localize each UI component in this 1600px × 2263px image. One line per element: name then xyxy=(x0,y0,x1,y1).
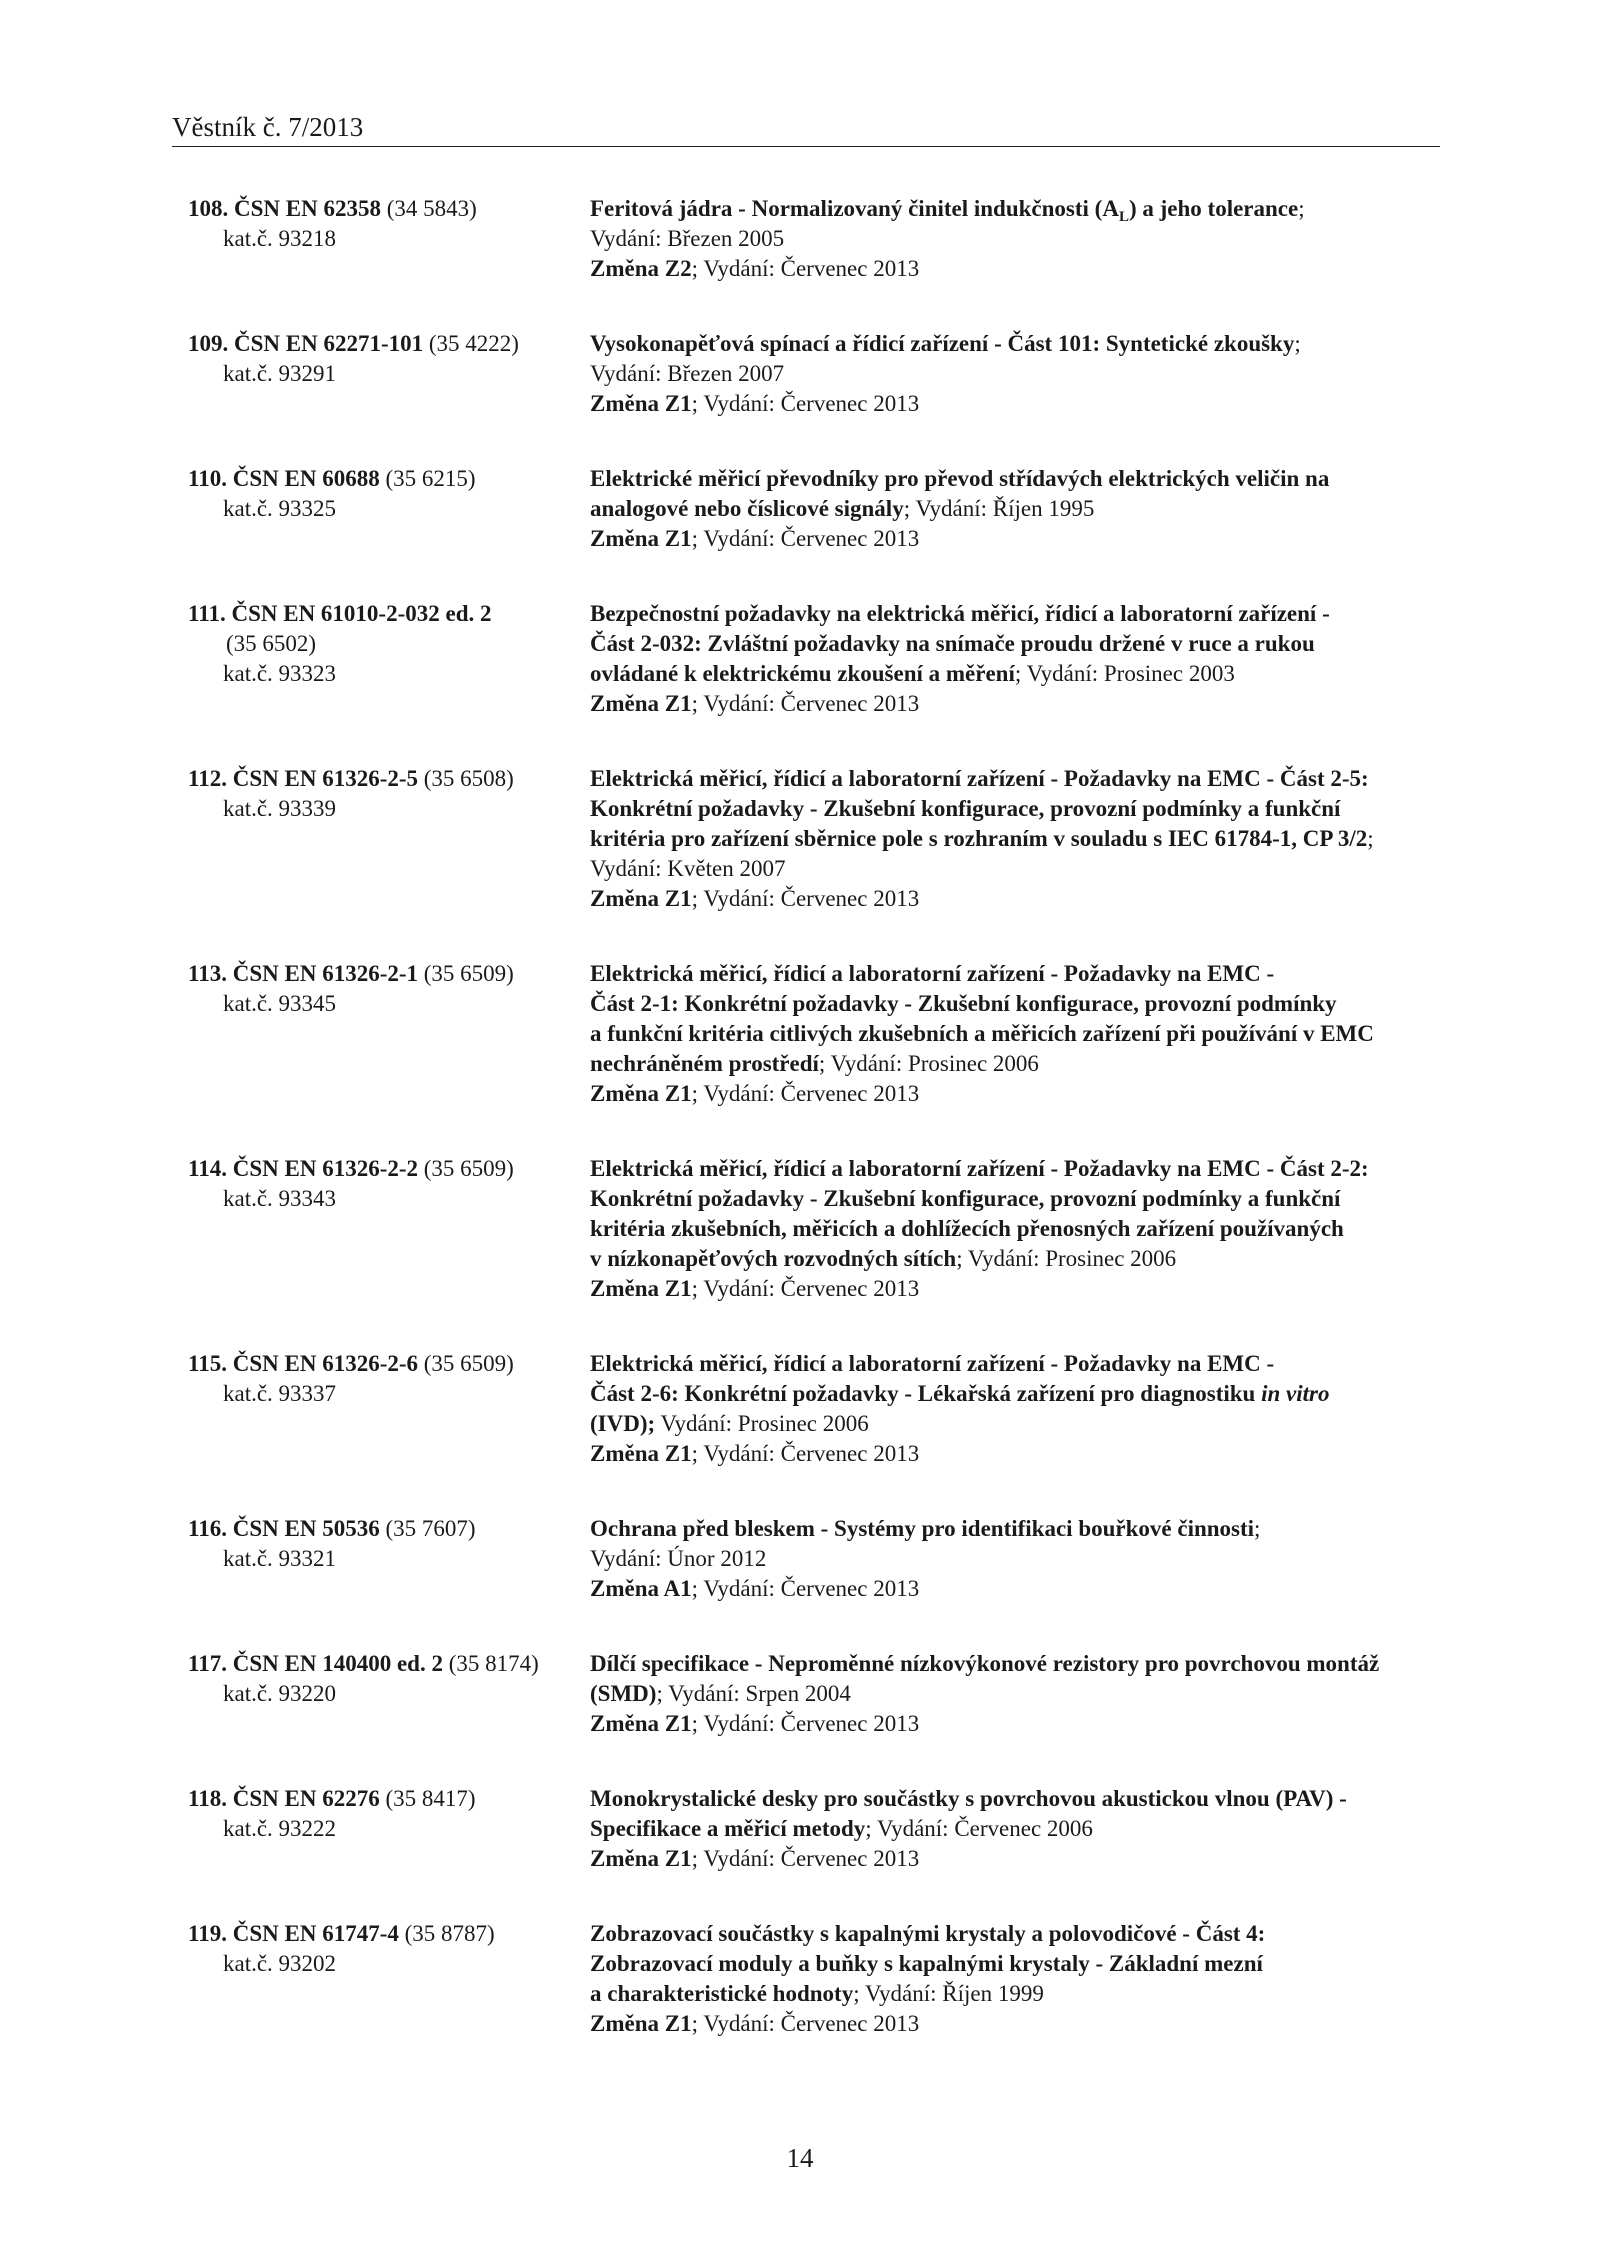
entry-details: Ochrana před bleskem - Systémy pro identifikaci bouřkové činnosti; Vydání: Únor 2012 Změna A1; Vydání: Červenec 2013 xyxy=(590,1514,1448,1604)
standard-title: Elektrická měřicí, řídicí a laboratorní zařízení - Požadavky na EMC - xyxy=(590,1351,1275,1376)
standard-title: Elektrická měřicí, řídicí a laboratorní zařízení - Požadavky na EMC - Část 2-5: xyxy=(590,766,1369,791)
entry-id xyxy=(188,1514,590,1604)
standard-title: Elektrická měřicí, řídicí a laboratorní zařízení - Požadavky na EMC - Část 2-2: xyxy=(590,1156,1369,1181)
list-item xyxy=(188,1349,1448,1469)
entry-number: 113. xyxy=(188,961,227,986)
amendment: Změna Z1 xyxy=(590,1846,692,1871)
standard-title-part: ) a jeho tolerance xyxy=(1128,196,1299,221)
class-code: (35 6502) xyxy=(226,631,317,656)
list-item xyxy=(188,599,1448,719)
issue-date: Vydání: Srpen 2004 xyxy=(668,1681,851,1706)
catalog-number: kat.č. 93321 xyxy=(223,1546,337,1571)
standard-title: a funkční kritéria citlivých zkušebních a měřicích zařízení při používání v EMC xyxy=(590,1021,1374,1046)
standard-code: ČSN EN 61326-2-2 xyxy=(232,1156,419,1181)
entry-id xyxy=(188,329,590,419)
list-item xyxy=(188,194,1448,284)
standard-title: Vysokonapěťová spínací a řídicí zařízení - Část 101: Syntetické zkoušky xyxy=(590,331,1295,356)
standard-title: ovládané k elektrickému zkoušení a měření xyxy=(590,661,1015,686)
list-item xyxy=(188,1514,1448,1604)
class-code: (35 6509) xyxy=(423,1351,514,1376)
standard-code: ČSN EN 50536 xyxy=(232,1516,380,1541)
amendment: Změna Z1 xyxy=(590,691,692,716)
amendment-date: Vydání: Červenec 2013 xyxy=(703,1276,920,1301)
standard-code: ČSN EN 61747-4 xyxy=(232,1921,399,1946)
amendment-date: Vydání: Červenec 2013 xyxy=(703,256,920,281)
standard-title: Zobrazovací moduly a buňky s kapalnými krystaly - Základní mezní xyxy=(590,1951,1263,1976)
amendment: Změna Z1 xyxy=(590,886,692,911)
standard-code: ČSN EN 61326-2-6 xyxy=(232,1351,419,1376)
entry-number: 117. xyxy=(188,1651,227,1676)
standard-code: ČSN EN 140400 ed. 2 xyxy=(232,1651,443,1676)
journal-title: Věstník č. 7/2013 xyxy=(172,112,364,142)
entry-number: 115. xyxy=(188,1351,227,1376)
entry-details: Feritová jádra - Normalizovaný činitel indukčnosti $(A_L)$ a jeho tolerance; Vydání: Březen 2005 Změna Z2; Vydání: Červenec 2013 xyxy=(590,194,1448,284)
entry-number: 109. xyxy=(188,331,229,356)
standard-title: analogové nebo číslicové signály xyxy=(590,496,904,521)
amendment: Změna Z1 xyxy=(590,391,692,416)
catalog-number: kat.č. 93343 xyxy=(223,1186,337,1211)
standard-title: nechráněném prostředí xyxy=(590,1051,819,1076)
entry-details: Elektrická měřicí, řídicí a laboratorní zařízení - Požadavky na EMC - Část 2-6: Konkrétní požadavky - Lékařská zařízení pro diagnostiku in vitro (IVD); Vydání: Prosinec 2006 Změna Z1; Vydání: Červenec 2013 xyxy=(590,1351,1330,1466)
catalog-number: kat.č. 93218 xyxy=(223,226,337,251)
issue-date: Vydání: Červenec 2006 xyxy=(877,1816,1093,1841)
issue-date: Vydání: Květen 2007 xyxy=(590,856,786,881)
catalog-number: kat.č. 93325 xyxy=(223,496,337,521)
list-item xyxy=(188,1919,1448,2039)
class-code: (35 6508) xyxy=(423,766,514,791)
amendment-date: Vydání: Červenec 2013 xyxy=(703,691,920,716)
entry-details: Vysokonapěťová spínací a řídicí zařízení - Část 101: Syntetické zkoušky; Vydání: Březen 2007 Změna Z1; Vydání: Červenec 2013 xyxy=(590,329,1448,419)
entry-details: Elektrická měřicí, řídicí a laboratorní zařízení - Požadavky na EMC - Část 2-2: Konkrétní požadavky - Zkušební konfigurace, provozní podmínky a funkční kritéria zkušebních, měřicích a dohlížecích přenosných zařízení používaných v nízkonapěťových rozvodných sítích; Vydání: Prosinec 2006 Změna Z1; Vydání: Červenec 2013 xyxy=(590,1156,1369,1301)
issue-date: Vydání: Prosinec 2006 xyxy=(967,1246,1177,1271)
entry-number: 114. xyxy=(188,1156,227,1181)
class-code: (35 7607) xyxy=(385,1516,476,1541)
catalog-number: kat.č. 93202 xyxy=(223,1951,337,1976)
class-code: (35 6509) xyxy=(423,961,514,986)
entry-number: 118. xyxy=(188,1786,227,1811)
entry-details: Elektrické měřicí převodníky pro převod střídavých elektrických veličin na analogové nebo číslicové signály; Vydání: Říjen 1995 Změna Z1; Vydání: Červenec 2013 xyxy=(590,466,1330,551)
standard-title: Část 2-032: Zvláštní požadavky na snímače proudu držené v ruce a rukou xyxy=(590,631,1315,656)
issue-date: Vydání: Březen 2007 xyxy=(590,361,785,386)
class-code: (35 6509) xyxy=(423,1156,514,1181)
entry-number: 116. xyxy=(188,1516,227,1541)
amendment: Změna Z1 xyxy=(590,526,692,551)
page-header xyxy=(172,112,1440,147)
class-code: (35 6215) xyxy=(385,466,476,491)
amendment-date: Vydání: Červenec 2013 xyxy=(703,391,920,416)
issue-date: Vydání: Prosinec 2006 xyxy=(830,1051,1039,1076)
standard-title-part: Feritová jádra - Normalizovaný činitel indukčnosti (A xyxy=(590,196,1119,221)
amendment: Změna Z1 xyxy=(590,1276,692,1301)
class-code: (35 4222) xyxy=(428,331,519,356)
list-item xyxy=(188,329,1448,419)
entry-id xyxy=(188,464,590,554)
standard-title: Dílčí specifikace - Neproměnné nízkovýkonové rezistory pro povrchovou montáž xyxy=(590,1651,1380,1676)
standard-title: Elektrické měřicí převodníky pro převod střídavých elektrických veličin na xyxy=(590,466,1330,491)
standard-code: ČSN EN 61326-2-5 xyxy=(232,766,419,791)
catalog-number: kat.č. 93222 xyxy=(223,1816,337,1841)
amendment-date: Vydání: Červenec 2013 xyxy=(703,1576,920,1601)
page-number: 14 xyxy=(786,2143,814,2173)
standard-title: Konkrétní požadavky - Zkušební konfigurace, provozní podmínky a funkční xyxy=(590,796,1341,821)
issue-date: Vydání: Únor 2012 xyxy=(590,1546,767,1571)
standard-title: v nízkonapěťových rozvodných sítích xyxy=(590,1246,957,1271)
list-item xyxy=(188,959,1448,1109)
amendment-date: Vydání: Červenec 2013 xyxy=(703,2011,920,2036)
entry-id xyxy=(188,1649,590,1739)
standard-title: kritéria pro zařízení sběrnice pole s rozhraním v souladu s IEC 61784-1, CP 3/2 xyxy=(590,826,1368,851)
standard-title: a charakteristické hodnoty xyxy=(590,1981,854,2006)
list-item xyxy=(188,1649,1448,1739)
issue-date: Vydání: Březen 2005 xyxy=(590,226,785,251)
catalog-number: kat.č. 93337 xyxy=(223,1381,337,1406)
catalog-number: kat.č. 93291 xyxy=(223,361,337,386)
entry-number: 119. xyxy=(188,1921,227,1946)
entry-id xyxy=(188,1349,590,1469)
entry-id xyxy=(188,1919,590,2039)
entry-id xyxy=(188,194,590,284)
issue-date: Vydání: Prosinec 2003 xyxy=(1026,661,1235,686)
issue-date: Vydání: Říjen 1995 xyxy=(915,496,1095,521)
standard-title: Konkrétní požadavky - Zkušební konfigurace, provozní podmínky a funkční xyxy=(590,1186,1341,1211)
entry-id xyxy=(188,599,590,719)
entry-details: Bezpečnostní požadavky na elektrická měřicí, řídicí a laboratorní zařízení - Část 2-032: Zvláštní požadavky na snímače proudu držené v ruce a rukou ovládané k elektrickému zkoušení a měření; Vydání: Prosinec 2003 Změna Z1; Vydání: Červenec 2013 xyxy=(590,601,1330,716)
catalog-number: kat.č. 93345 xyxy=(223,991,337,1016)
standard-title: kritéria zkušebních, měřicích a dohlížecích přenosných zařízení používaných xyxy=(590,1216,1344,1241)
standard-title: (SMD) xyxy=(590,1681,657,1706)
entry-id xyxy=(188,764,590,914)
amendment: Změna Z2 xyxy=(590,256,692,281)
standard-title xyxy=(590,1381,1329,1406)
catalog-number: kat.č. 93220 xyxy=(223,1681,337,1706)
list-item xyxy=(188,1154,1448,1304)
standard-code: ČSN EN 62271-101 xyxy=(234,331,424,356)
class-code: (35 8174) xyxy=(448,1651,539,1676)
class-code: (34 5843) xyxy=(386,196,477,221)
list-item xyxy=(188,764,1448,914)
catalog-number: kat.č. 93323 xyxy=(223,661,337,686)
entry-details: Dílčí specifikace - Neproměnné nízkovýkonové rezistory pro povrchovou montáž (SMD); Vydání: Srpen 2004 Změna Z1; Vydání: Červenec 2013 xyxy=(590,1651,1380,1736)
standard-title: Zobrazovací součástky s kapalnými krystaly a polovodičové - Část 4: xyxy=(590,1921,1266,1946)
amendment-date: Vydání: Červenec 2013 xyxy=(703,886,920,911)
standard-code: ČSN EN 61010-2-032 ed. 2 xyxy=(231,601,492,626)
issue-date: Vydání: Říjen 1999 xyxy=(864,1981,1044,2006)
amendment-date: Vydání: Červenec 2013 xyxy=(703,526,920,551)
amendment: Změna A1 xyxy=(590,1576,692,1601)
amendment-date: Vydání: Červenec 2013 xyxy=(703,1441,920,1466)
standard-title-italic: in vitro xyxy=(1261,1381,1330,1406)
standard-title: Specifikace a měřicí metody xyxy=(590,1816,866,1841)
catalog-number: kat.č. 93339 xyxy=(223,796,337,821)
standard-code: ČSN EN 60688 xyxy=(232,466,380,491)
class-code: (35 8417) xyxy=(385,1786,476,1811)
entry-id xyxy=(188,1154,590,1304)
amendment: Změna Z1 xyxy=(590,2011,692,2036)
standard-title-subscript: L xyxy=(1118,209,1129,225)
standard-title: Monokrystalické desky pro součástky s povrchovou akustickou vlnou (PAV) - xyxy=(590,1786,1347,1811)
standard-code: ČSN EN 62358 xyxy=(234,196,381,221)
entry-number: 111. xyxy=(188,601,226,626)
standards-list xyxy=(188,194,1448,2084)
standard-code: ČSN EN 61326-2-1 xyxy=(232,961,419,986)
standard-title-part: Část 2-6: Konkrétní požadavky - Lékařská zařízení pro diagnostiku xyxy=(590,1381,1262,1406)
entry-number: 108. xyxy=(188,196,229,221)
standard-title: Elektrická měřicí, řídicí a laboratorní zařízení - Požadavky na EMC - xyxy=(590,961,1275,986)
amendment: Změna Z1 xyxy=(590,1441,692,1466)
entry-number: 110. xyxy=(188,466,227,491)
entry-details: Elektrická měřicí, řídicí a laboratorní zařízení - Požadavky na EMC - Část 2-1: Konkrétní požadavky - Zkušební konfigurace, provozní podmínky a funkční kritéria citlivých zkušebních a měřicích zařízení při používání v EMC nechráněném prostředí; Vydání: Prosinec 2006 Změna Z1; Vydání: Červenec 2013 xyxy=(590,961,1374,1106)
issue-date: Vydání: Prosinec 2006 xyxy=(660,1411,869,1436)
entry-id xyxy=(188,959,590,1109)
standard-title: Část 2-1: Konkrétní požadavky - Zkušební konfigurace, provozní podmínky xyxy=(590,991,1337,1016)
amendment-date: Vydání: Červenec 2013 xyxy=(703,1711,920,1736)
amendment-date: Vydání: Červenec 2013 xyxy=(703,1081,920,1106)
entry-number: 112. xyxy=(188,766,227,791)
amendment: Změna Z1 xyxy=(590,1081,692,1106)
class-code: (35 8787) xyxy=(404,1921,495,1946)
list-item xyxy=(188,1784,1448,1874)
list-item xyxy=(188,464,1448,554)
entry-id xyxy=(188,1784,590,1874)
entry-details: Elektrická měřicí, řídicí a laboratorní zařízení - Požadavky na EMC - Část 2-5: Konkrétní požadavky - Zkušební konfigurace, provozní podmínky a funkční kritéria pro zařízení sběrnice pole s rozhraním v souladu s IEC 61784-1, CP 3/2; Vydání: Květen 2007 Změna Z1; Vydání: Červenec 2013 xyxy=(590,764,1448,914)
amendment-date: Vydání: Červenec 2013 xyxy=(703,1846,920,1871)
standard-title xyxy=(590,196,1299,225)
standard-title: Ochrana před bleskem - Systémy pro identifikaci bouřkové činnosti xyxy=(590,1516,1255,1541)
standard-title: (IVD); xyxy=(590,1411,656,1436)
entry-details: Zobrazovací součástky s kapalnými krystaly a polovodičové - Část 4: Zobrazovací moduly a buňky s kapalnými krystaly - Základní mezní a charakteristické hodnoty; Vydání: Říjen 1999 Změna Z1; Vydání: Červenec 2013 xyxy=(590,1921,1266,2036)
entry-details: Monokrystalické desky pro součástky s povrchovou akustickou vlnou (PAV) - Specifikace a měřicí metody; Vydání: Červenec 2006 Změna Z1; Vydání: Červenec 2013 xyxy=(590,1786,1347,1871)
amendment: Změna Z1 xyxy=(590,1711,692,1736)
standard-code: ČSN EN 62276 xyxy=(232,1786,380,1811)
standard-title: Bezpečnostní požadavky na elektrická měřicí, řídicí a laboratorní zařízení - xyxy=(590,601,1330,626)
